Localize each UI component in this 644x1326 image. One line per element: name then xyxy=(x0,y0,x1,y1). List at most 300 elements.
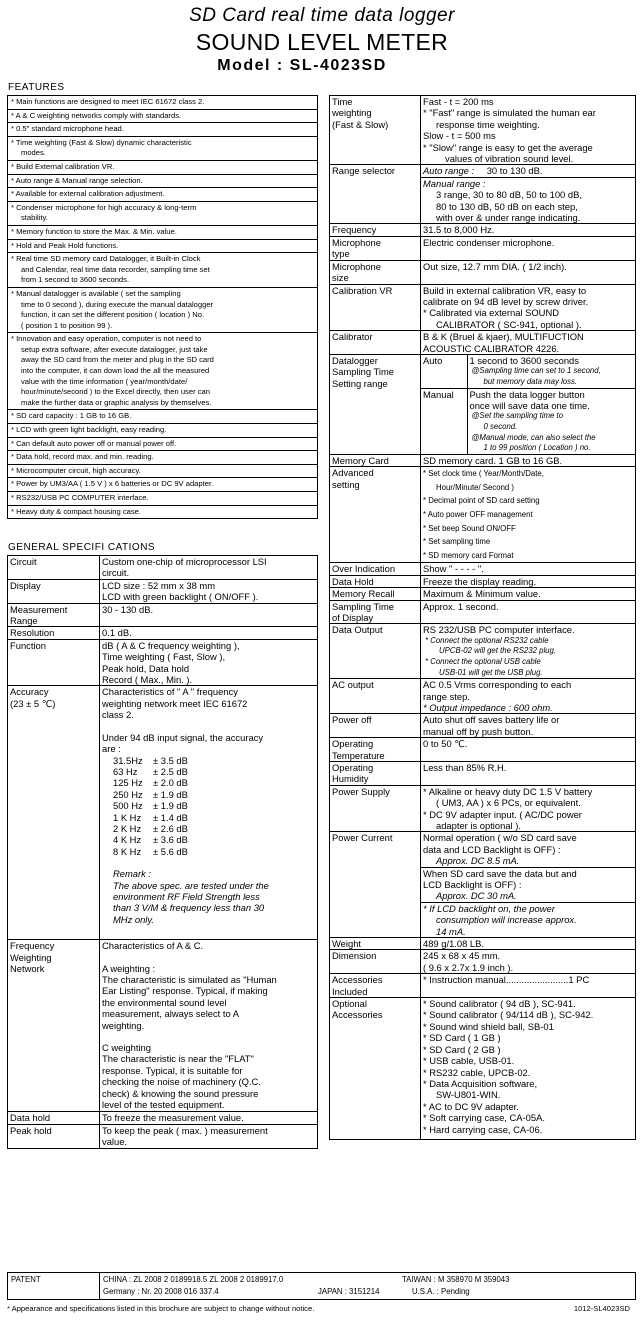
spec-value: 31.5 to 8,000 Hz. xyxy=(421,224,636,236)
spec-key-line: Operating xyxy=(332,738,374,750)
spec-value: Less than 85% R.H. xyxy=(421,761,636,785)
spec-value xyxy=(421,331,636,355)
spec-key: Frequency xyxy=(330,224,421,236)
spec-key: Memory Card xyxy=(330,454,421,466)
spec-line: LCD size : 52 mm x 38 mm xyxy=(102,579,216,591)
feature-row xyxy=(8,451,318,465)
accuracy-tolerance: ± 3.5 dB xyxy=(153,754,188,766)
datalogger-manual-value xyxy=(467,388,635,454)
patent-usa: U.S.A. : Pending xyxy=(412,1287,470,1296)
feature-line: * Main functions are designed to meet IEC 61672 class 2. xyxy=(11,97,205,106)
spec-value: Freeze the display reading. xyxy=(421,575,636,587)
spec-row-dimension xyxy=(330,950,636,974)
features-title: FEATURES xyxy=(8,82,65,93)
feature-line: time to 0 second ), during execute the manual datalogger xyxy=(21,299,214,309)
feature-line: * Available for external calibration adjustment. xyxy=(11,189,165,199)
spec-value: Out size, 12.7 mm DIA. ( 1/2 inch). xyxy=(421,260,636,284)
spec-line: * Set beep Sound ON/OFF xyxy=(423,523,516,533)
spec-line: Push the data logger button xyxy=(469,388,585,400)
remark-line: MHz only. xyxy=(113,913,154,925)
spec-line: * SD Card ( 2 GB ) xyxy=(423,1043,501,1055)
feature-row xyxy=(8,109,318,123)
spec-key: Memory Recall xyxy=(330,588,421,600)
manual-range-label: Manual range : xyxy=(423,177,486,189)
feature-line: * Microcomputer circuit, high accuracy. xyxy=(11,465,141,475)
auto-range-label: Auto range : xyxy=(423,165,475,177)
spec-key-line: Humidity xyxy=(332,773,369,785)
note-line: Approx. DC 8.5 mA. xyxy=(436,855,520,867)
accuracy-frequency: 31.5Hz xyxy=(113,754,143,766)
spec-line: check) & knowing the sound pressure xyxy=(102,1087,259,1099)
feature-line: * Manual datalogger is available ( set the sampling xyxy=(11,288,181,298)
feature-line: from 1 second to 3600 seconds. xyxy=(21,275,130,285)
current-normal xyxy=(421,832,635,867)
spec-line: The characteristic is simulated as "Human xyxy=(102,974,277,985)
spec-line: B & K (Bruel & kjaer), MULTIFUCTION xyxy=(423,331,584,343)
spec-value: 0 to 50 ℃. xyxy=(421,738,636,762)
feature-line: * Hold and Peak Hold functions. xyxy=(11,240,119,250)
feature-row xyxy=(8,287,318,332)
feature-item xyxy=(8,109,318,123)
spec-key xyxy=(330,738,421,762)
spec-key-line: Advanced xyxy=(332,467,374,479)
spec-row-advanced-setting xyxy=(330,467,636,563)
accuracy-tolerance: ± 1.4 dB xyxy=(153,811,188,823)
spec-line: value. xyxy=(102,1136,128,1148)
spec-key: Over Indication xyxy=(330,563,421,575)
accuracy-frequency: 250 Hz xyxy=(113,788,143,800)
feature-row xyxy=(8,410,318,424)
feature-line: away the SD card from the meter and plug in the SD card xyxy=(21,355,214,365)
feature-row xyxy=(8,253,318,288)
feature-row xyxy=(8,188,318,202)
spec-line: Record ( Max., Min. ). xyxy=(102,674,193,686)
spec-line: SW-U801-WIN. xyxy=(436,1089,501,1101)
accuracy-remark xyxy=(102,868,315,925)
spec-key: Function xyxy=(8,639,100,686)
feature-item xyxy=(8,201,318,225)
spec-value xyxy=(421,165,636,224)
feature-row xyxy=(8,333,318,410)
spec-line: * Calibrated via external SOUND xyxy=(423,307,559,319)
spec-line: Ear Listing" response. Typical, if making xyxy=(102,985,268,997)
remark-line: Remark : xyxy=(113,868,152,880)
spec-line: response time weighting. xyxy=(436,118,540,130)
spec-line: To keep the peak ( max. ) measurement xyxy=(102,1124,268,1136)
accuracy-frequency: 2 K Hz xyxy=(113,822,142,834)
spec-line: dB ( A & C frequency weighting ), xyxy=(102,639,240,651)
feature-item xyxy=(8,225,318,239)
feature-item xyxy=(8,136,318,160)
spec-line: * Hard carrying case, CA-06. xyxy=(423,1123,543,1135)
spec-value xyxy=(421,96,636,165)
feature-item xyxy=(8,424,318,438)
datalogger-manual-key: Manual xyxy=(421,388,467,454)
features-table xyxy=(7,95,318,519)
accuracy-row xyxy=(102,823,315,834)
accuracy-tolerance: ± 5.6 dB xyxy=(153,845,188,857)
feature-item xyxy=(8,188,318,202)
note-line: consumption will increase approx. xyxy=(436,914,577,926)
spec-key: Power Current xyxy=(330,832,421,938)
feature-line: * A & C weighting networks comply with standards. xyxy=(11,110,182,120)
spec-key: Peak hold xyxy=(8,1124,100,1148)
spec-line: Slow - t = 500 ms xyxy=(423,130,496,142)
accuracy-tolerance: ± 3.6 dB xyxy=(153,834,188,846)
spec-line: A weighting : xyxy=(102,962,156,974)
accuracy-frequency: 63 Hz xyxy=(113,765,138,777)
header-subtitle: SD Card real time data logger xyxy=(189,5,455,26)
feature-row xyxy=(8,492,318,506)
feature-row xyxy=(8,478,318,492)
spec-row-time-weighting xyxy=(330,96,636,165)
patent-table xyxy=(7,1272,636,1300)
spec-row-power-current xyxy=(330,832,636,938)
patent-row xyxy=(8,1273,636,1300)
feature-row xyxy=(8,239,318,253)
patent-key: PATENT xyxy=(8,1273,100,1300)
spec-line: 1 second to 3600 seconds xyxy=(469,354,579,366)
spec-row-weight xyxy=(330,938,636,950)
feature-line: * Power by UM3/AA ( 1.5 V ) x 6 batteries or DC 9V adapter. xyxy=(11,479,214,489)
spec-row-resolution xyxy=(8,627,318,639)
current-sd-save xyxy=(421,868,635,903)
a-weighting xyxy=(102,963,315,1031)
spec-line: the environmental sound level xyxy=(102,996,227,1008)
note-line: UPCB-02 will get the RS232 plug. xyxy=(439,646,557,656)
spec-line: Build in external calibration VR, easy to xyxy=(423,284,587,296)
spec-line: with over & under range indicating. xyxy=(436,212,581,224)
spec-key xyxy=(8,940,100,1112)
footer-code: 1012-SL4023SD xyxy=(573,1304,630,1313)
spec-line: * Data Acquisition software, xyxy=(423,1077,538,1089)
spec-key: Data Output xyxy=(330,624,421,679)
feature-line: * RS232/USB PC COMPUTER interface. xyxy=(11,493,149,502)
spec-row-accessories-included xyxy=(330,974,636,998)
spec-row-data-hold xyxy=(8,1112,318,1124)
note-line: * If LCD backlight on, the power xyxy=(423,902,555,914)
spec-line: adapter is optional ). xyxy=(436,819,521,831)
spec-key-line: (Fast & Slow) xyxy=(332,118,389,130)
spec-row-power-supply xyxy=(330,785,636,832)
spec-value xyxy=(421,714,636,738)
spec-line: * Sound calibrator ( 94 dB ), SC-941. xyxy=(423,998,576,1010)
accuracy-frequency: 8 K Hz xyxy=(113,845,142,857)
note-line: * Connect the optional RS232 cable xyxy=(425,635,549,645)
accuracy-row xyxy=(102,800,315,811)
feature-item xyxy=(8,96,318,110)
spec-row-mic-size xyxy=(330,260,636,284)
spec-key-line: Frequency xyxy=(10,940,55,952)
remark-line: The above spec. are tested under the xyxy=(113,879,269,891)
feature-line: value with the time information ( year/month/date/ xyxy=(21,376,188,386)
feature-row xyxy=(8,505,318,519)
spec-line: Characteristics of " A " frequency xyxy=(102,686,238,698)
feature-row xyxy=(8,160,318,174)
spec-value: 30 - 130 dB. xyxy=(100,603,318,627)
spec-key xyxy=(330,761,421,785)
spec-key xyxy=(330,467,421,563)
patent-china: CHINA : ZL 2008 2 0189918.5 ZL 2008 2 0189917.0 xyxy=(103,1275,284,1284)
spec-line: are : xyxy=(102,743,121,755)
spec-line: When SD card save the data but and xyxy=(423,867,577,879)
spec-value xyxy=(421,785,636,832)
spec-key-line: Setting range xyxy=(332,377,388,389)
page-header xyxy=(0,4,644,76)
spec-line: measurement, always select to A xyxy=(102,1008,240,1020)
spec-row-data-output xyxy=(330,624,636,679)
feature-item xyxy=(8,174,318,188)
feature-line: * Memory function to store the Max. & Min. value. xyxy=(11,226,177,236)
spec-key-line: weighting xyxy=(332,107,372,119)
spec-key xyxy=(330,974,421,998)
spec-line: once will save data one time. xyxy=(469,399,590,411)
spec-row-calibrator xyxy=(330,331,636,355)
spec-row-optional-accessories xyxy=(330,998,636,1140)
spec-key-line: type xyxy=(332,248,350,260)
spec-row-data-hold-right xyxy=(330,575,636,587)
accuracy-tolerance: ± 1.9 dB xyxy=(153,788,188,800)
accuracy-tolerance: ± 2.0 dB xyxy=(153,777,188,789)
spec-line: weighting network meet IEC 61672 xyxy=(102,697,248,709)
spec-line: * "Fast" range is simulated the human ear xyxy=(423,107,596,119)
feature-item xyxy=(8,437,318,451)
spec-key-line: Time xyxy=(332,96,353,107)
spec-row-memory-recall xyxy=(330,588,636,600)
feature-line: * Can default auto power off or manual power off. xyxy=(11,438,177,448)
spec-key-line: Datalogger xyxy=(332,354,378,366)
accuracy-row xyxy=(102,789,315,800)
spec-value: 489 g/1.08 LB. xyxy=(421,938,636,950)
spec-line: * Set sampling time xyxy=(423,537,491,547)
spec-line: * Sound wind shield ball, SB-01 xyxy=(423,1020,554,1032)
auto-range xyxy=(421,165,635,177)
feature-line: * Data hold, record max. and min. reading. xyxy=(11,452,154,462)
spec-key-line: Accuracy xyxy=(10,686,49,698)
spec-line: Fast - t = 200 ms xyxy=(423,96,494,107)
spec-key: Power off xyxy=(330,714,421,738)
spec-key xyxy=(330,236,421,260)
accuracy-row xyxy=(102,777,315,788)
feature-line: hour/minute/second ) to the Excel directly, then user can xyxy=(21,387,210,397)
auto-range-value: 30 to 130 dB. xyxy=(486,165,543,177)
feature-line: * LCD with green light backlight, easy reading. xyxy=(11,425,167,435)
page-footer xyxy=(7,1304,636,1313)
spec-line: * Set clock time ( Year/Month/Date, xyxy=(423,469,544,479)
spec-line: Normal operation ( w/o SD card save xyxy=(423,832,577,844)
spec-value: SD memory card. 1 GB to 16 GB. xyxy=(421,454,636,466)
spec-line: * Sound calibrator ( 94/114 dB ), SC-942. xyxy=(423,1009,594,1021)
spec-key xyxy=(330,260,421,284)
spec-key-line: Measurement xyxy=(10,603,68,615)
spec-line: * DC 9V adapter input. ( AC/DC power xyxy=(423,808,582,820)
spec-row-power-off xyxy=(330,714,636,738)
spec-line: checking the noise of machinery (Q.C. xyxy=(102,1076,261,1088)
spec-line: calibrate on 94 dB level by screw driver. xyxy=(423,295,589,307)
spec-key-line: Operating xyxy=(332,761,374,773)
feature-item xyxy=(8,464,318,478)
spec-key-line: setting xyxy=(332,478,360,490)
spec-line: level of the tested equipment. xyxy=(102,1099,225,1111)
feature-row xyxy=(8,201,318,225)
feature-line: modes. xyxy=(21,148,46,158)
patent-japan: JAPAN : 3151214 xyxy=(318,1287,380,1296)
accuracy-row xyxy=(102,834,315,845)
spec-row-range xyxy=(8,603,318,627)
feature-line: stability. xyxy=(21,213,48,223)
header-title: SOUND LEVEL METER xyxy=(195,29,449,55)
spec-row-frequency xyxy=(330,224,636,236)
spec-line: * RS232 cable, UPCB-02. xyxy=(423,1066,531,1078)
patent-line-2 xyxy=(103,1286,632,1298)
spec-value xyxy=(421,679,636,714)
spec-key-line: Included xyxy=(332,985,368,997)
spec-value xyxy=(421,354,636,454)
spec-line: manual off by push button. xyxy=(423,725,534,737)
footer-note: * Appearance and specifications listed in this brochure are subject to change without notice. xyxy=(7,1304,315,1313)
note-line: 14 mA. xyxy=(436,925,466,937)
note-line: 1 to 99 position ( Location ) no. xyxy=(483,443,591,453)
feature-line: * Auto range & Manual range selection. xyxy=(11,175,143,185)
feature-row xyxy=(8,123,318,137)
spec-value: 0.1 dB. xyxy=(100,627,318,639)
spec-key-line: size xyxy=(332,272,349,284)
right-spec-table xyxy=(329,95,636,1140)
feature-row xyxy=(8,136,318,160)
feature-row xyxy=(8,464,318,478)
spec-row-datalogger xyxy=(330,354,636,454)
spec-line: weighting. xyxy=(102,1019,145,1031)
note-line: * Output impedance : 600 ohm. xyxy=(423,701,553,713)
spec-row-ac-output xyxy=(330,679,636,714)
feature-item xyxy=(8,410,318,424)
spec-line: Characteristics of A & C. xyxy=(102,940,204,952)
feature-line: * SD card capacity : 1 GB to 16 GB. xyxy=(11,411,132,421)
spec-value: * Instruction manual........................1 PC xyxy=(421,974,636,998)
feature-line: * Innovation and easy operation, computer is not need to xyxy=(11,334,202,344)
spec-line: * SD Card ( 1 GB ) xyxy=(423,1032,501,1044)
spec-line: * Auto power OFF management xyxy=(423,509,533,519)
spec-key-line: (23 ± 5 ℃) xyxy=(10,697,56,709)
spec-key-line: Microphone xyxy=(332,236,381,248)
spec-value xyxy=(421,284,636,331)
note-line: Approx. DC 30 mA. xyxy=(436,890,517,902)
spec-line: values of vibration sound level. xyxy=(445,153,574,165)
note-line: @Manual mode, can also select the xyxy=(471,432,596,442)
feature-item xyxy=(8,451,318,465)
spec-line: 3 range, 30 to 80 dB, 50 to 100 dB, xyxy=(436,189,582,201)
spec-key xyxy=(330,998,421,1140)
spec-line: Time weighting ( Fast, Slow ), xyxy=(102,651,226,663)
feature-line: into the computer, it can down load the all the measured xyxy=(21,366,210,376)
spec-line: * Soft carrying case, CA-05A. xyxy=(423,1112,545,1124)
spec-value xyxy=(421,832,636,938)
spec-value xyxy=(100,579,318,603)
spec-line: 245 x 68 x 45 mm. xyxy=(423,950,501,962)
spec-row-mic-type xyxy=(330,236,636,260)
feature-line: function, it can set the different position ( location ) No. xyxy=(21,310,205,320)
spec-line: * SD memory card Format xyxy=(423,550,514,560)
remark-line: than 3 V/M & frequency less than 30 xyxy=(113,902,265,914)
spec-key-line: Microphone xyxy=(332,260,381,272)
feature-item xyxy=(8,239,318,253)
spec-key xyxy=(330,96,421,165)
spec-line: 80 to 130 dB, 50 dB on each step, xyxy=(436,200,578,212)
accuracy-row xyxy=(102,755,315,766)
spec-line: ACOUSTIC CALIBRATOR 4226. xyxy=(423,342,560,354)
feature-row xyxy=(8,225,318,239)
feature-line: * Real time SD memory card Datalogger, it Built-in Clock xyxy=(11,254,201,264)
spec-line: Custom one-chip of microprocessor LSI xyxy=(102,556,267,567)
spec-row-range-selector xyxy=(330,165,636,224)
note-line: but memory data may loss. xyxy=(483,376,578,386)
spec-line: CALIBRATOR ( SC-941, optional ). xyxy=(436,318,582,330)
spec-line: ( UM3, AA ) x 6 PCs, or equivalent. xyxy=(436,797,581,809)
manual-range xyxy=(421,178,635,224)
spec-value xyxy=(421,950,636,974)
spec-line: Hour/Minute/ Second ) xyxy=(436,482,515,492)
feature-line: ( position 1 to position 99 ). xyxy=(21,320,113,330)
spec-line: Auto shut off saves battery life or xyxy=(423,714,560,726)
spec-key-line: Sampling Time xyxy=(332,366,395,378)
spec-value xyxy=(421,624,636,679)
spec-value: To freeze the measurement value. xyxy=(100,1112,318,1124)
feature-item xyxy=(8,253,318,288)
accuracy-tolerance: ± 2.5 dB xyxy=(153,765,188,777)
spec-key: Data hold xyxy=(8,1112,100,1124)
accuracy-row xyxy=(102,812,315,823)
feature-item xyxy=(8,478,318,492)
spec-line: * Decimal point of SD card setting xyxy=(423,496,540,506)
spec-value: Show " - - - - ". xyxy=(421,563,636,575)
datalogger-auto-key: Auto xyxy=(421,355,467,388)
accuracy-frequency: 4 K Hz xyxy=(113,834,142,846)
spec-row-circuit xyxy=(8,556,318,580)
accuracy-frequency: 1 K Hz xyxy=(113,811,142,823)
spec-row-calibration-vr xyxy=(330,284,636,331)
spec-line: * "Slow" range is easy to get the average xyxy=(423,141,593,153)
spec-key-line: Range xyxy=(10,615,38,627)
spec-key-line: Network xyxy=(10,963,45,974)
spec-key-line: Sampling Time xyxy=(332,600,395,612)
spec-row-operating-temperature xyxy=(330,738,636,762)
spec-line: class 2. xyxy=(102,709,134,721)
feature-item xyxy=(8,287,318,332)
spec-line: circuit. xyxy=(102,567,130,579)
patent-value xyxy=(100,1273,636,1300)
accuracy-frequency: 500 Hz xyxy=(113,800,143,812)
general-spec-table xyxy=(7,555,318,1149)
spec-key: Weight xyxy=(330,938,421,950)
spec-row-operating-humidity xyxy=(330,761,636,785)
patent-germany: Germany : Nr. 20 2008 016 337.4 xyxy=(103,1287,219,1296)
datalogger-auto-row xyxy=(421,355,635,388)
spec-line: The characteristic is near the "FLAT" xyxy=(102,1053,254,1065)
spec-line: RS 232/USB PC computer interface. xyxy=(423,624,575,636)
spec-key: AC output xyxy=(330,679,421,714)
spec-line: ( 9.6 x 2.7x 1.9 inch ). xyxy=(423,961,514,973)
spec-value xyxy=(421,467,636,563)
spec-key: Data Hold xyxy=(330,575,421,587)
spec-key xyxy=(8,603,100,627)
spec-row-memory-card xyxy=(330,454,636,466)
datalogger-auto-value xyxy=(467,355,635,388)
note-line: @Sampling time can set to 1 second, xyxy=(471,366,601,376)
spec-line: Under 94 dB input signal, the accuracy xyxy=(102,731,264,743)
note-line: 0 second. xyxy=(483,421,518,431)
feature-line: setup extra software, after execute datalogger, just take xyxy=(21,344,208,354)
patent-line-1 xyxy=(103,1274,632,1286)
